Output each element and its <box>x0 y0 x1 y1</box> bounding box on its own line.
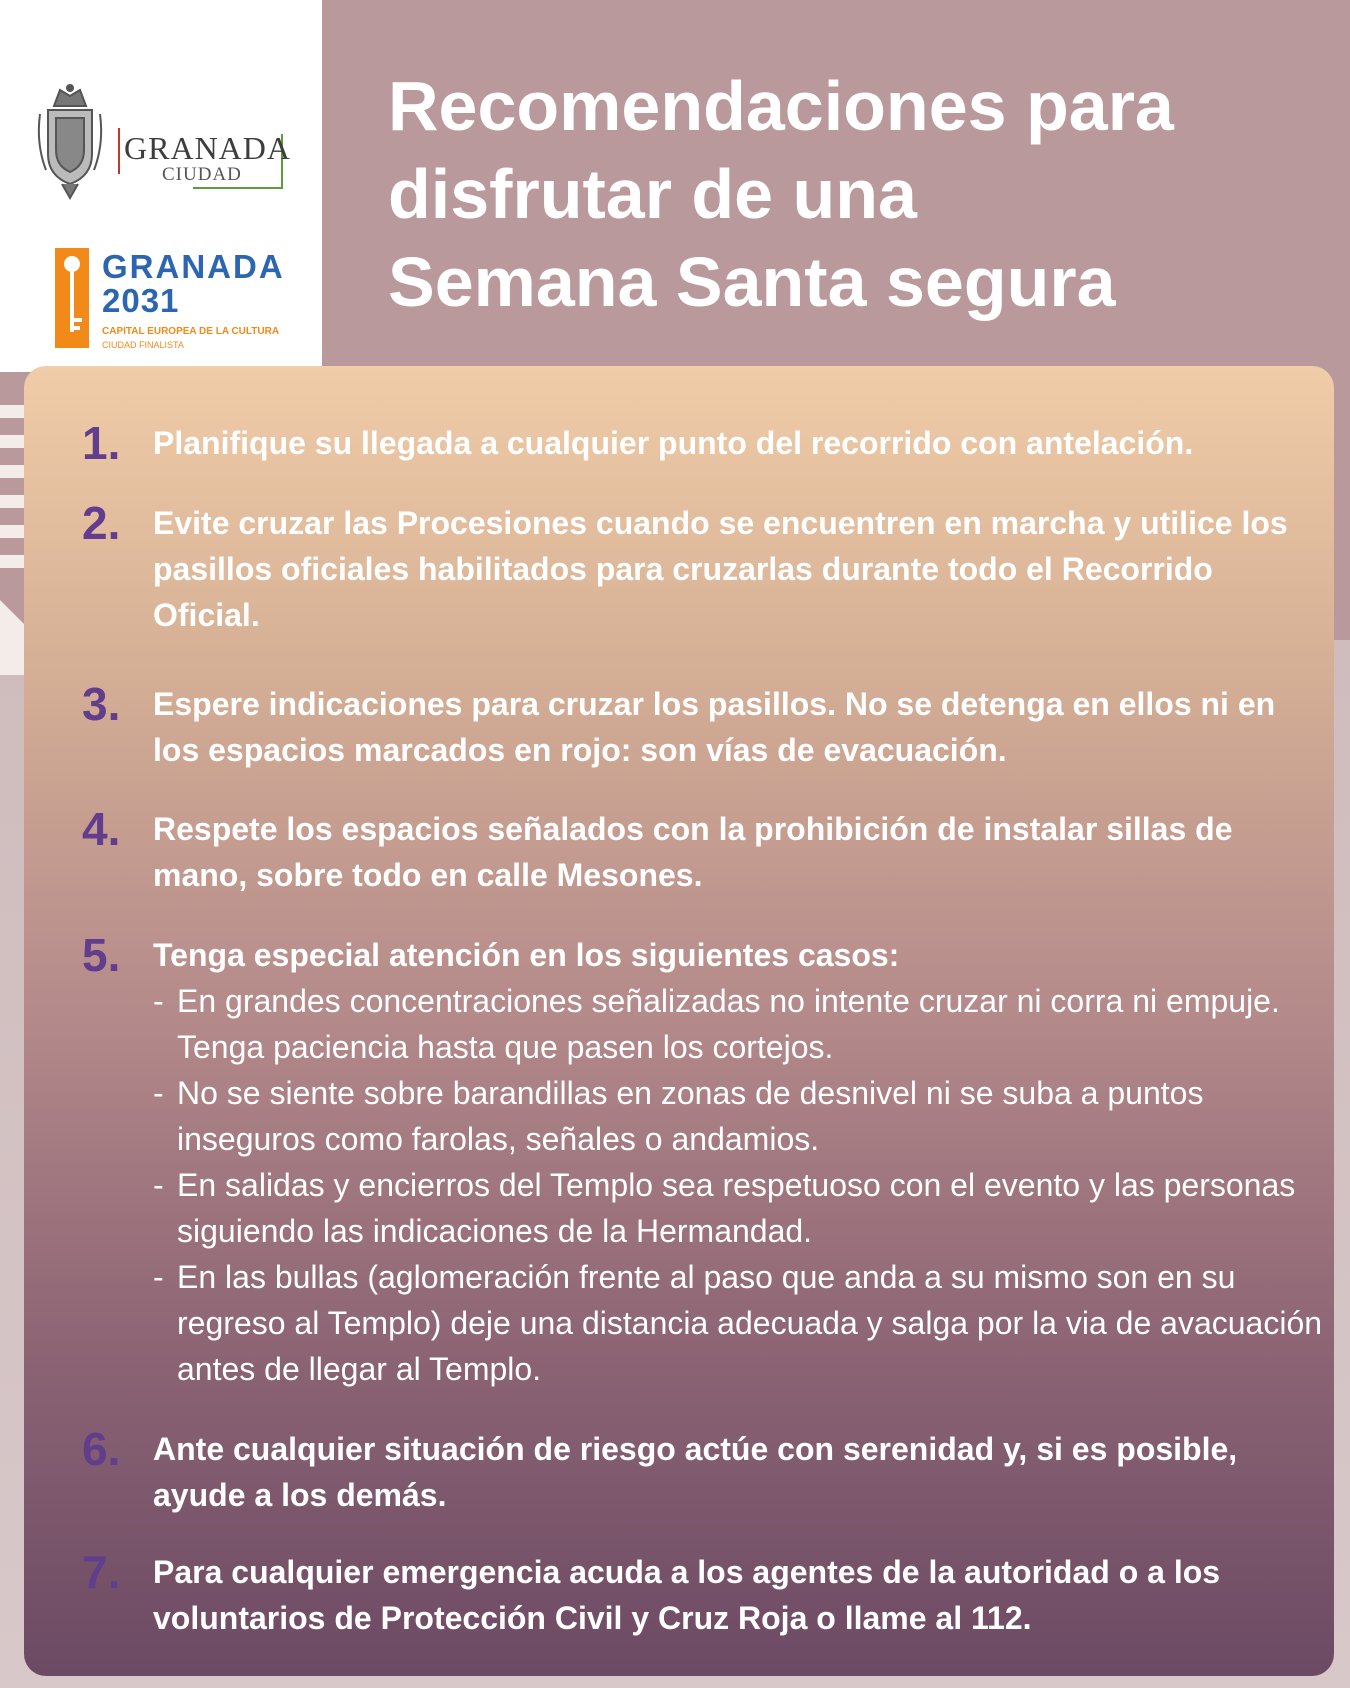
sub-item-text: No se siente sobre barandillas en zonas de desnivel ni se suba a puntos inseguros como farolas, señales o andamios. <box>177 1075 1204 1157</box>
granada-word: GRANADA <box>124 130 291 166</box>
item-number: 6. <box>82 1423 121 1475</box>
granada-ciudad-logo <box>118 122 291 188</box>
item-number: 3. <box>82 678 121 730</box>
item-text: Para cualquier emergencia acuda a los agentes de la autoridad o a los voluntarios de Protección Civil y Cruz Roja o llame al 112. <box>153 1554 1221 1636</box>
sub-list-item: - En grandes concentraciones señalizadas no intente cruzar ni corra ni empuje. Tenga paciencia hasta que pasen los cortejos. <box>153 983 1280 1065</box>
logo-panel <box>0 0 322 372</box>
item-number: 2. <box>82 497 121 549</box>
g2031-name: GRANADA <box>102 248 285 285</box>
item-number: 5. <box>82 929 121 981</box>
g2031-tagline: CAPITAL EUROPEA DE LA CULTURA <box>102 326 280 337</box>
sub-item-text: En las bullas (aglomeración frente al paso que anda a su mismo son en su regreso al Templo) deje una distancia adecuada y salga por la via de avacuación antes de llegar al Templo. <box>177 1259 1323 1387</box>
sub-list-item: - No se siente sobre barandillas en zonas de desnivel ni se suba a puntos inseguros como farolas, señales o andamios. <box>153 1075 1204 1157</box>
g2031-year: 2031 <box>102 282 180 319</box>
recommendations-card <box>24 366 1334 1676</box>
sub-list-item: - En salidas y encierros del Templo sea respetuoso con el evento y las personas siguiendo las indicaciones de la Hermandad. <box>153 1167 1296 1249</box>
sub-item-text: En salidas y encierros del Templo sea respetuoso con el evento y las personas siguiendo las indicaciones de la Hermandad. <box>177 1167 1296 1249</box>
sub-list <box>153 978 1323 1392</box>
item-number: 1. <box>82 417 121 469</box>
item-number: 7. <box>82 1546 121 1598</box>
item-text: Evite cruzar las Procesiones cuando se encuentren en marcha y utilice los pasillos oficiales habilitados para cruzarlas durante todo el Recorrido Oficial. <box>153 505 1288 633</box>
granada-2031-logo <box>102 250 285 350</box>
title-line-2: disfrutar de una <box>388 155 917 233</box>
item-text: Tenga especial atención en los siguientes casos: <box>153 937 900 973</box>
title-line-3: Semana Santa segura <box>388 243 1116 321</box>
item-text: Espere indicaciones para cruzar los pasillos. No se detenga en ellos ni en los espacios marcados en rojo: son vías de evacuación. <box>153 686 1276 768</box>
g2031-finalist: CIUDAD FINALISTA <box>102 340 184 350</box>
key-icon <box>55 248 89 348</box>
page-title <box>388 62 1328 326</box>
granada-sub: CIUDAD <box>162 164 242 185</box>
sub-item-text: En grandes concentraciones señalizadas no intente cruzar ni corra ni empuje. Tenga paciencia hasta que pasen los cortejos. <box>177 983 1280 1065</box>
item-text: Planifique su llegada a cualquier punto del recorrido con antelación. <box>153 425 1194 461</box>
item-text: Ante cualquier situación de riesgo actúe con serenidad y, si es posible, ayude a los demás. <box>153 1431 1238 1513</box>
coat-of-arms-icon <box>36 84 104 202</box>
sub-list-item: - En las bullas (aglomeración frente al paso que anda a su mismo son en su regreso al Templo) deje una distancia adecuada y salga por la via de avacuación antes de llegar al Templo. <box>153 1259 1323 1387</box>
title-line-1: Recomendaciones para <box>388 67 1174 145</box>
item-number: 4. <box>82 803 121 855</box>
item-text: Respete los espacios señalados con la prohibición de instalar sillas de mano, sobre todo en calle Mesones. <box>153 811 1233 893</box>
